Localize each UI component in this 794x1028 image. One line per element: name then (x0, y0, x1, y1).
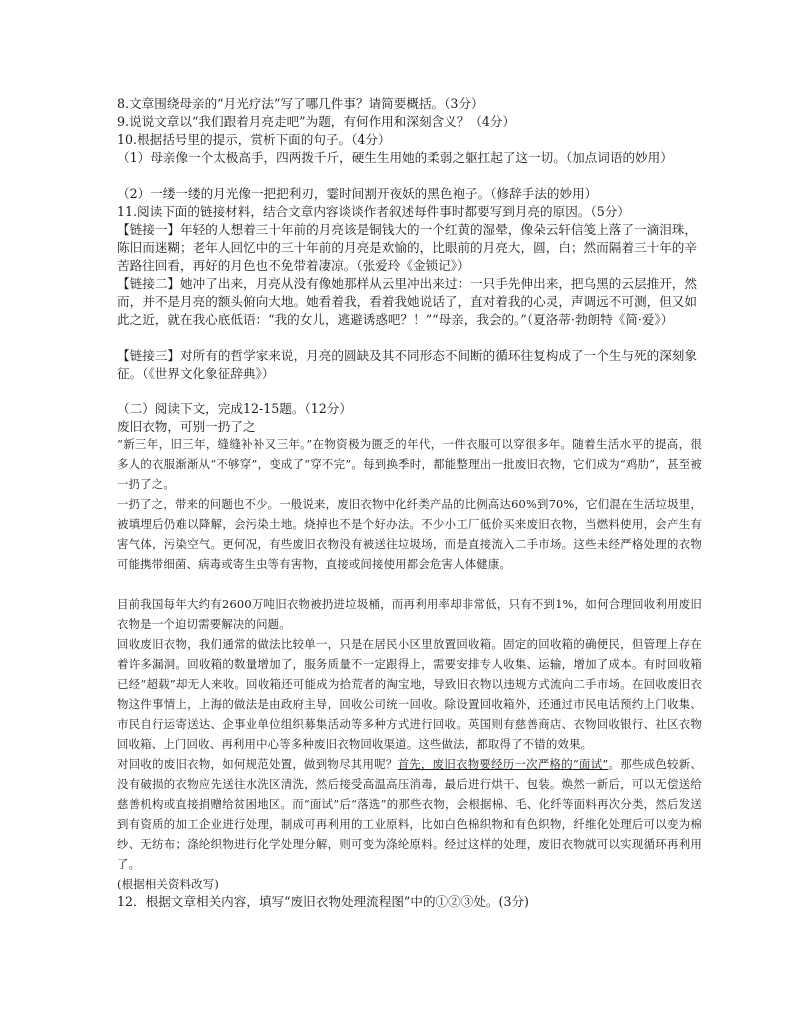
question-11: 11.阅读下面的链接材料，结合文章内容谈谈作者叙述每件事时都要写到月亮的原因。（5分） (117, 204, 630, 219)
source-note: (根据相关资料改写) (117, 877, 220, 891)
link-material-1: 【链接一】年轻的人想着三十年前的月亮该是铜钱大的一个红黄的湿晕，像朵云轩信笺上落了一滴泪珠，陈旧而迷糊；老年人回忆中的三十年前的月亮是欢愉的，比眼前的月亮大，圆，白；然而隔着三十年的辛苦路往回看，再好的月色也不免带着凄凉。（张爱玲《金锁记》） (117, 222, 697, 273)
article-paragraph-5 (117, 754, 702, 874)
article-paragraph-4: 回收废旧衣物，我们通常的做法比较单一，只是在居民小区里放置回收箱。固定的回收箱的确便民，但管理上存在着许多漏洞。回收箱的数量增加了，服务质量不一定跟得上，需要安排专人收集、运输，增加了成本。有时回收箱已经“超载”却无人来收。回收箱还可能成为拾荒者的淘宝地，导致旧衣物以违规方式流向二手市场。在回收废旧衣物这件事情上，上海的做法是由政府主导，回收公司统一回收。除设置回收箱外，还通过市民电话预约上门收集、市民自行运寄送达、企事业单位组织募集活动等多种方式进行回收。英国则有慈善商店、衣物回收银行、社区衣物回收箱、上门回收、再利用中心等多种废旧衣物回收渠道。这些做法，都取得了不错的效果。 (117, 637, 702, 751)
question-10-item-2: （2）一缕一缕的月光像一把把利刃，霎时间割开夜妖的黑色袍子。（修辞手法的妙用） (117, 186, 598, 201)
article-paragraph-2: 一扔了之，带来的问题也不少。一般说来，废旧衣物中化纤类产品的比例高达60%到70%，它们混在生活垃圾里，被填埋后仍难以降解，会污染土地。烧掉也不是个好办法。不少小工厂低价买来废旧衣物，当燃料使用，会产生有害气体，污染空气。更何况，有些废旧衣物没有被送往垃圾场，而是直接流入二手市场。这些未经严格处理的衣物可能携带细菌、病毒或寄生虫等有害物，直接或间接使用都会危害人体健康。 (117, 497, 703, 571)
article-paragraph-3: 目前我国每年大约有2600万吨旧衣物被扔进垃圾桶，而再利用率却非常低，只有不到1%，如何合理回收利用废旧衣物是一个迫切需要解决的问题。 (117, 597, 702, 631)
question-12: 12．根据文章相关内容，填写“废旧衣物处理流程图”中的①②③处。(3分) (117, 894, 529, 909)
link-material-2: 【链接二】她冲了出来，月亮从没有像她那样从云里冲出来过：一只手先伸出来，把乌黑的云层推开，然而，并不是月亮的额头俯向大地。她看着我，看着我她说话了，直对着我的心灵，声调远不可测，但又如此之近，就在我心底低语：“我的女儿，逃避诱惑吧？！”“母亲，我会的。”（夏洛蒂·勃朗特《简·爱》） (117, 276, 697, 327)
article-title: 废旧衣物，可别一扔了之 (117, 419, 256, 434)
question-10-item-1: （1）母亲像一个太极高手，四两拨千斤，硬生生用她的柔弱之躯扛起了这一切。（加点词语的妙用） (117, 150, 673, 165)
paragraph-5-lead: 对回收的废旧衣物，如何规范处置，做到物尽其用呢？ (117, 757, 398, 771)
link-material-3: 【链接三】对所有的哲学家来说，月亮的圆缺及其不同形态不间断的循环往复构成了一个生与死的深刻象征。（《世界文化象征辞典》） (117, 348, 697, 381)
question-9: 9.说说文章以“我们跟着月亮走吧”为题，有何作用和深刻含义？（4分） (117, 114, 516, 129)
article-paragraph-1: “新三年，旧三年，缝缝补补又三年。”在物资极为匮乏的年代，一件衣服可以穿很多年。随着生活水平的提高，很多人的衣服渐渐从“不够穿”，变成了“穿不完”。每到换季时，都能整理出一批废旧衣物，它们成为“鸡肋”，甚至被一扔了之。 (117, 437, 702, 491)
paragraph-5-body: 。那些成色较新、没有破损的衣物应先送往水洗区清洗，然后接受高温高压消毒，最后进行烘干、包装。焕然一新后，可以无偿送给慈善机构或直接捐赠给贫困地区。而“面试”后“落选”的那些衣物，会根据棉、毛、化纤等面料再次分类，然后发送到有资质的加工企业进行处理，制成可再利用的工业原料，比如白色棉织物和有色织物，纤维化处理后可以变为棉纱、无纺布；涤纶织物进行化学处理分解，则可变为涤纶原料。经过这样的处理，废旧衣物就可以实现循环再利用了。 (117, 757, 702, 871)
question-10: 10.根据括号里的提示，赏析下面的句子。（4分） (117, 132, 391, 147)
section-heading: （二）阅读下文，完成12-15题。（12分） (117, 401, 352, 416)
question-8: 8.文章围绕母亲的“月光疗法”写了哪几件事？请简要概括。（3分） (117, 96, 484, 111)
underlined-sentence: 首先，废旧衣物要经历一次严格的“面试” (397, 757, 609, 771)
